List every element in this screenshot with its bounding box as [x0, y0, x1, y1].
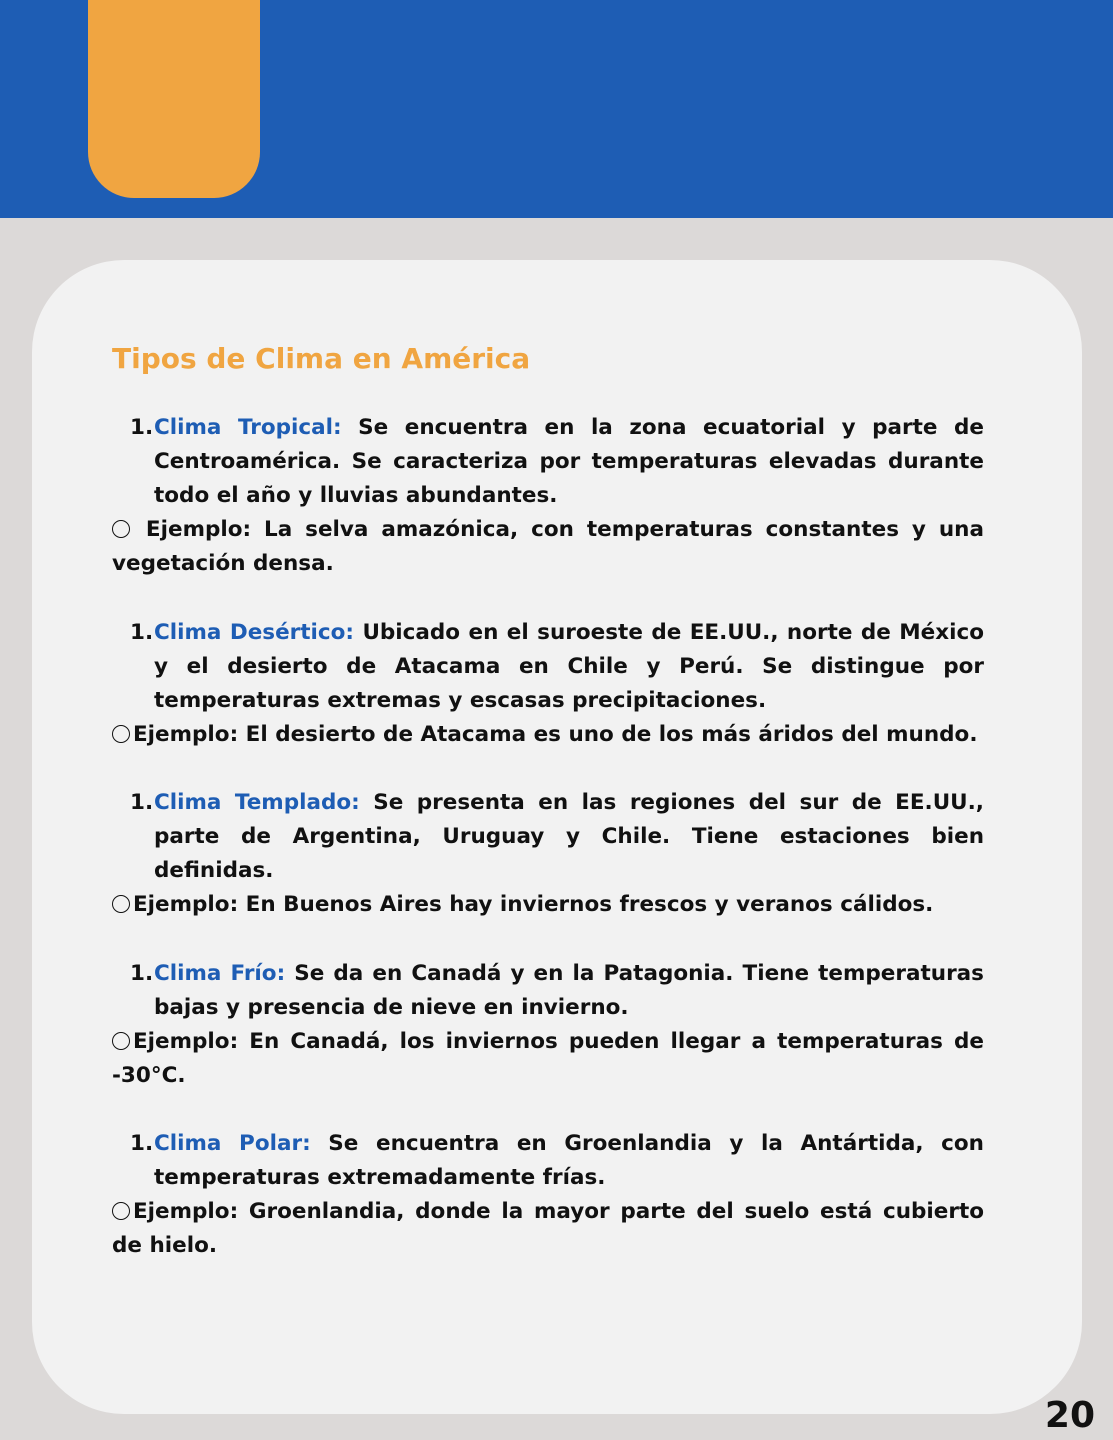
- climate-example: [112, 1025, 984, 1093]
- climate-name: Clima Frío:: [154, 961, 286, 986]
- circle-bullet-icon: [112, 520, 130, 538]
- climate-block-polar: [112, 1127, 984, 1263]
- page-number: 20: [1044, 1395, 1095, 1436]
- climate-name: Clima Templado:: [154, 790, 360, 815]
- item-number: 1.: [130, 790, 154, 815]
- climate-block-templado: [112, 786, 984, 922]
- item-number: 1.: [130, 961, 154, 986]
- item-number: 1.: [130, 415, 154, 440]
- climate-block-desertico: [112, 616, 984, 752]
- climate-block-tropical: [112, 411, 984, 581]
- climate-description: Se da en Canadá y en la Patagonia. Tiene temperaturas bajas y presencia de nieve en invierno.: [154, 961, 984, 1020]
- circle-bullet-icon: [112, 1032, 130, 1050]
- climate-name: Clima Tropical:: [154, 415, 342, 440]
- climate-name: Clima Polar:: [154, 1131, 311, 1156]
- climate-description: Se encuentra en la zona ecuatorial y parte de Centroamérica. Se caracteriza por temperaturas elevadas durante todo el año y lluvias abundantes.: [154, 415, 984, 508]
- circle-bullet-icon: [112, 1202, 130, 1220]
- climate-example: [112, 513, 984, 581]
- example-text: Ejemplo: En Buenos Aires hay inviernos frescos y veranos cálidos.: [133, 892, 934, 917]
- climate-item: [112, 616, 984, 718]
- circle-bullet-icon: [112, 895, 130, 913]
- page-title: Tipos de Clima en América: [112, 342, 531, 375]
- climate-example: [112, 718, 984, 752]
- climate-description: Se presenta en las regiones del sur de EE.UU., parte de Argentina, Uruguay y Chile. Tiene estaciones bien definidas.: [154, 790, 984, 883]
- climate-item: [112, 786, 984, 888]
- example-text: Ejemplo: El desierto de Atacama es uno de los más áridos del mundo.: [133, 722, 978, 747]
- climate-block-frio: [112, 957, 984, 1093]
- climate-description: Se encuentra en Groenlandia y la Antártida, con temperaturas extremadamente frías.: [154, 1131, 984, 1190]
- climate-name: Clima Desértico:: [154, 620, 355, 645]
- climate-example: [112, 888, 984, 922]
- climate-item: [112, 411, 984, 513]
- climate-item: [112, 1127, 984, 1195]
- example-text: Ejemplo: La selva amazónica, con temperaturas constantes y una vegetación densa.: [112, 517, 984, 576]
- example-text: Ejemplo: Groenlandia, donde la mayor parte del suelo está cubierto de hielo.: [112, 1199, 984, 1258]
- climate-item: [112, 957, 984, 1025]
- circle-bullet-icon: [112, 725, 130, 743]
- climate-description: Ubicado en el suroeste de EE.UU., norte de México y el desierto de Atacama en Chile y Perú. Se distingue por temperaturas extremas y escasas precipitaciones.: [154, 620, 984, 713]
- climate-example: [112, 1195, 984, 1263]
- item-number: 1.: [130, 1131, 154, 1156]
- header-tab-accent: [88, 0, 260, 198]
- example-text: Ejemplo: En Canadá, los inviernos pueden llegar a temperaturas de -30°C.: [112, 1029, 984, 1088]
- item-number: 1.: [130, 620, 154, 645]
